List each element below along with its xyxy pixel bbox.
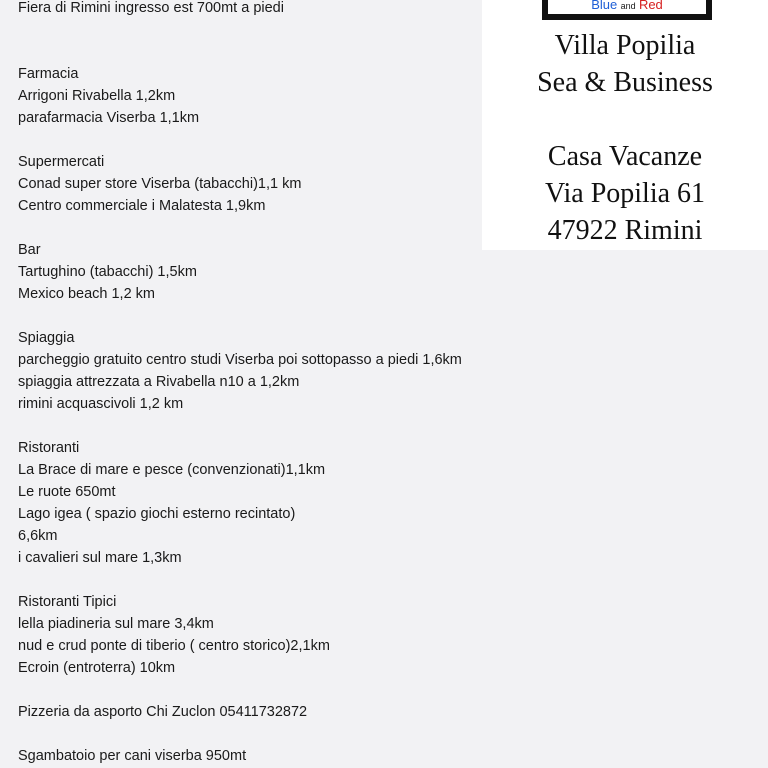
list-item: lella piadineria sul mare 3,4km bbox=[18, 616, 214, 632]
logo-word-blue: Blue bbox=[591, 0, 618, 12]
section-heading-farmacia: Farmacia bbox=[18, 66, 79, 82]
blue-and-red-logo bbox=[542, 0, 712, 20]
pizzeria-line: Pizzeria da asporto Chi Zuclon 05411732872 bbox=[18, 704, 308, 720]
list-item: Mexico beach 1,2 km bbox=[18, 286, 156, 302]
list-item: parafarmacia Viserba 1,1km bbox=[18, 110, 200, 126]
list-item: rimini acquascivoli 1,2 km bbox=[18, 396, 184, 412]
villa-name-line-2: Sea & Business bbox=[537, 67, 713, 98]
list-item: spiaggia attrezzata a Rivabella n10 a 1,2km bbox=[18, 374, 300, 390]
list-item: Lago igea ( spazio giochi esterno recintato) bbox=[18, 506, 296, 522]
list-item: parcheggio gratuito centro studi Viserba poi sottopasso a piedi 1,6km bbox=[18, 352, 462, 368]
villa-info-card bbox=[482, 0, 768, 250]
property-type: Casa Vacanze bbox=[547, 141, 703, 172]
list-item: Tartughino (tabacchi) 1,5km bbox=[18, 264, 197, 280]
logo-word-and: and bbox=[620, 1, 636, 11]
list-item: nud e crud ponte di tiberio ( centro storico)2,1km bbox=[18, 638, 330, 654]
list-item: Ecroin (entroterra) 10km bbox=[18, 660, 176, 676]
dog-area-line: Sgambatoio per cani viserba 950mt bbox=[18, 748, 247, 764]
section-heading-ristoranti-tipici: Ristoranti Tipici bbox=[18, 594, 117, 610]
list-item: 6,6km bbox=[18, 528, 58, 544]
section-heading-supermercati: Supermercati bbox=[18, 154, 105, 170]
list-item: Centro commerciale i Malatesta 1,9km bbox=[18, 198, 266, 214]
logo-word-red: Red bbox=[638, 0, 663, 12]
street-address: Via Popilia 61 bbox=[544, 178, 706, 209]
list-item: La Brace di mare e pesce (convenzionati)1,1km bbox=[18, 462, 326, 478]
section-heading-ristoranti: Ristoranti bbox=[18, 440, 80, 456]
list-item: Arrigoni Rivabella 1,2km bbox=[18, 88, 176, 104]
section-heading-bar: Bar bbox=[18, 242, 41, 258]
list-item: Le ruote 650mt bbox=[18, 484, 116, 500]
nearby-services-list bbox=[18, 63, 518, 767]
fiera-distance-line: Fiera di Rimini ingresso est 700mt a piedi bbox=[18, 0, 284, 16]
list-item: i cavalieri sul mare 1,3km bbox=[18, 550, 182, 566]
list-item: Conad super store Viserba (tabacchi)1,1 km bbox=[18, 176, 302, 192]
city-address: 47922 Rimini bbox=[547, 215, 703, 246]
villa-name-line-1: Villa Popilia bbox=[554, 30, 696, 61]
section-heading-spiaggia: Spiaggia bbox=[18, 330, 75, 346]
